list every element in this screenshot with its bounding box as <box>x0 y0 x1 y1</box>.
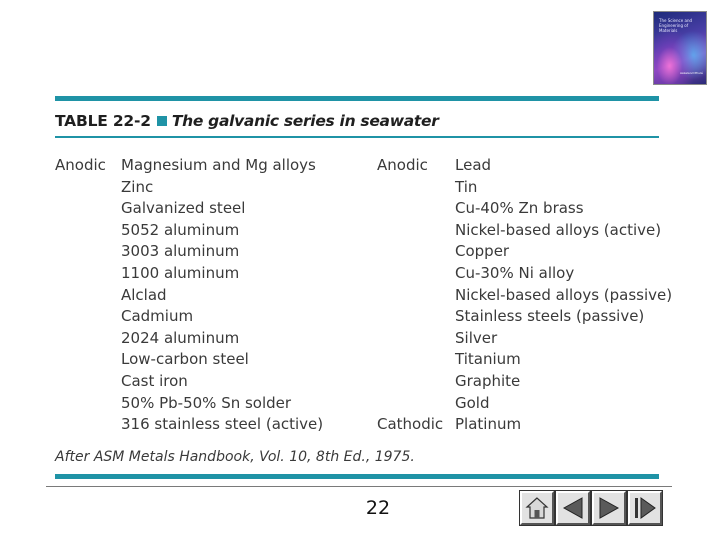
table-label: TABLE 22-2 <box>55 112 151 130</box>
left-series-item: 316 stainless steel (active) <box>121 415 324 434</box>
right-series-item: Platinum <box>455 415 522 434</box>
slide-navigation <box>520 491 662 527</box>
left-series-item: Zinc <box>121 177 154 196</box>
table-source-caption: After ASM Metals Handbook, Vol. 10, 8th Ed., 1975. <box>55 449 415 465</box>
table-title-text: The galvanic series in seawater <box>171 112 439 130</box>
left-series-item: Galvanized steel <box>121 199 246 218</box>
left-series-item: 2024 aluminum <box>121 328 240 347</box>
right-series-item: Gold <box>455 393 490 412</box>
previous-slide-button[interactable] <box>556 491 590 525</box>
left-series-item: Cast iron <box>121 371 188 390</box>
square-bullet-icon <box>157 116 167 126</box>
previous-icon <box>560 495 586 521</box>
cathodic-label: Cathodic <box>377 415 444 433</box>
right-series-list <box>455 155 672 436</box>
right-series-item: Copper <box>455 242 510 261</box>
page-number: 22 <box>365 497 391 519</box>
right-series-item: Nickel-based alloys (active) <box>455 220 662 239</box>
left-series-item: 5052 aluminum <box>121 220 240 239</box>
home-button[interactable] <box>520 491 554 525</box>
left-series-item: Cadmium <box>121 307 194 326</box>
right-series-item: Stainless steels (passive) <box>455 307 645 326</box>
right-series-item: Silver <box>455 328 498 347</box>
left-anodic-label: Anodic <box>55 156 106 174</box>
next-icon <box>596 495 622 521</box>
right-anodic-label: Anodic <box>377 156 428 174</box>
book-cover-thumbnail <box>653 11 707 85</box>
left-series-item: 1100 aluminum <box>121 263 240 282</box>
book-cover-title: The Science and Engineering of Materials <box>659 18 693 33</box>
left-series-item: Alclad <box>121 285 167 304</box>
left-series-item: 3003 aluminum <box>121 242 240 261</box>
right-series-item: Cu-40% Zn brass <box>455 199 584 218</box>
left-series-list <box>121 155 323 436</box>
book-cover-authors: Askeland Phulé <box>680 71 703 75</box>
table-top-rule <box>55 96 659 101</box>
right-series-item: Titanium <box>455 350 521 369</box>
left-series-item: Magnesium and Mg alloys <box>121 156 316 174</box>
right-series-item: Graphite <box>455 371 521 390</box>
next-slide-button[interactable] <box>592 491 626 525</box>
right-series-item: Tin <box>455 177 478 196</box>
left-series-item: Low-carbon steel <box>121 350 249 369</box>
table-bottom-rule <box>55 474 659 479</box>
right-series-item: Cu-30% Ni alloy <box>455 263 575 282</box>
footer-divider <box>46 486 672 487</box>
table-title <box>55 112 439 130</box>
right-series-item: Lead <box>455 156 492 174</box>
right-series-item: Nickel-based alloys (passive) <box>455 285 673 304</box>
table-header-rule <box>55 136 659 138</box>
home-icon <box>524 495 550 521</box>
last-slide-button[interactable] <box>628 491 662 525</box>
left-series-item: 50% Pb-50% Sn solder <box>121 393 292 412</box>
last-icon <box>632 495 658 521</box>
